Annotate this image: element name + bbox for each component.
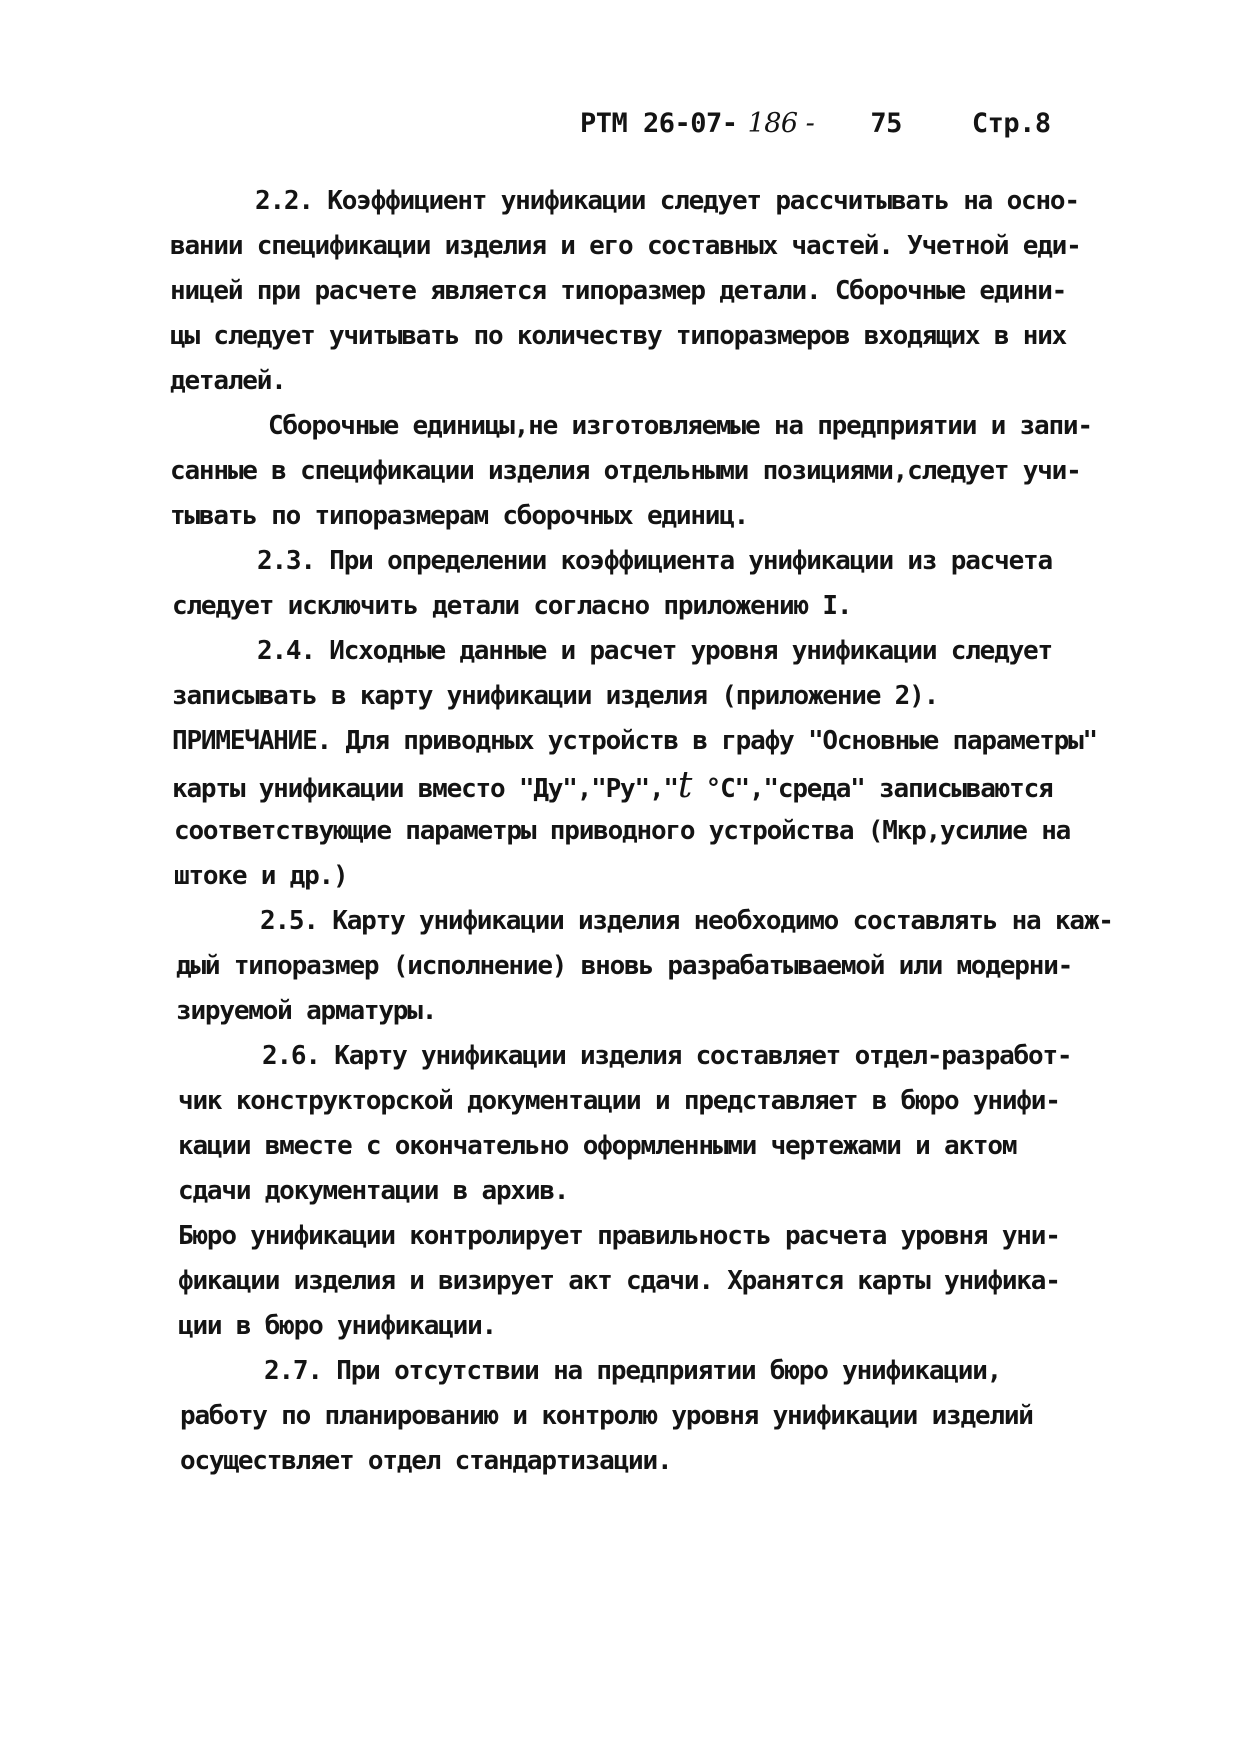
text-line: 2.6. Карту унификации изделия составляет отдел-разработ- xyxy=(262,1041,1072,1071)
text-line: дый типоразмер (исполнение) вновь разрабатываемой или модерни- xyxy=(176,951,1073,981)
text-line: осуществляет отдел стандартизации. xyxy=(180,1446,672,1476)
text-line: штоке и др.) xyxy=(174,861,348,891)
text-line: кации вместе с окончательно оформленными чертежами и актом xyxy=(178,1131,1017,1161)
handwritten-doc-number: 186 - xyxy=(747,108,815,139)
text-line: Бюро унификации контролирует правильность расчета уровня уни- xyxy=(178,1221,1060,1251)
text-line: 2.2. Коэффициент унификации следует рассчитывать на осно- xyxy=(255,186,1079,216)
text-segment: °С","среда" записываются xyxy=(691,774,1053,804)
text-line: 2.3. При определении коэффициента унификации из расчета xyxy=(257,546,1052,576)
text-line: чик конструкторской документации и представляет в бюро унифи- xyxy=(178,1086,1060,1116)
handwritten-t: t xyxy=(677,765,692,806)
text-line: Сборочные единицы,не изготовляемые на предприятии и запи- xyxy=(268,411,1092,441)
text-line: ПРИМЕЧАНИЕ. Для приводных устройств в графу "Основные параметры" xyxy=(172,726,1098,756)
text-line: следует исключить детали согласно приложению I. xyxy=(172,591,852,621)
text-line: работу по планированию и контролю уровня унификации изделий xyxy=(180,1401,1033,1431)
text-line: ции в бюро унификации. xyxy=(178,1311,496,1341)
text-line: записывать в карту унификации изделия (приложение 2). xyxy=(172,681,939,711)
text-line: ницей при расчете является типоразмер детали. Сборочные едини- xyxy=(170,276,1067,306)
text-line: зируемой арматуры. xyxy=(176,996,437,1026)
doc-number: 75 xyxy=(870,108,902,139)
doc-code: РТМ 26-07- xyxy=(580,108,738,139)
text-line: деталей. xyxy=(170,366,286,396)
text-line xyxy=(172,765,1053,806)
page-number: Стр.8 xyxy=(971,108,1051,139)
text-line: 2.4. Исходные данные и расчет уровня унификации следует xyxy=(257,636,1052,666)
text-line: санные в спецификации изделия отдельными позициями,следует учи- xyxy=(170,456,1081,486)
text-line: фикации изделия и визирует акт сдачи. Хранятся карты унифика- xyxy=(178,1266,1060,1296)
text-line: 2.5. Карту унификации изделия необходимо составлять на каж- xyxy=(260,906,1113,936)
text-segment: карты унификации вместо "Ду","Ру"," xyxy=(172,774,678,804)
text-line: 2.7. При отсутствии на предприятии бюро унификации, xyxy=(264,1356,1002,1386)
text-line: тывать по типоразмерам сборочных единиц. xyxy=(170,501,749,531)
text-line: соответствующие параметры приводного устройства (Мкр,усилие на xyxy=(174,816,1071,846)
text-line: сдачи документации в архив. xyxy=(178,1176,569,1206)
text-line: цы следует учитывать по количеству типоразмеров входящих в них xyxy=(170,321,1067,351)
page-header xyxy=(580,108,1051,139)
text-line: вании спецификации изделия и его составных частей. Учетной еди- xyxy=(170,231,1081,261)
